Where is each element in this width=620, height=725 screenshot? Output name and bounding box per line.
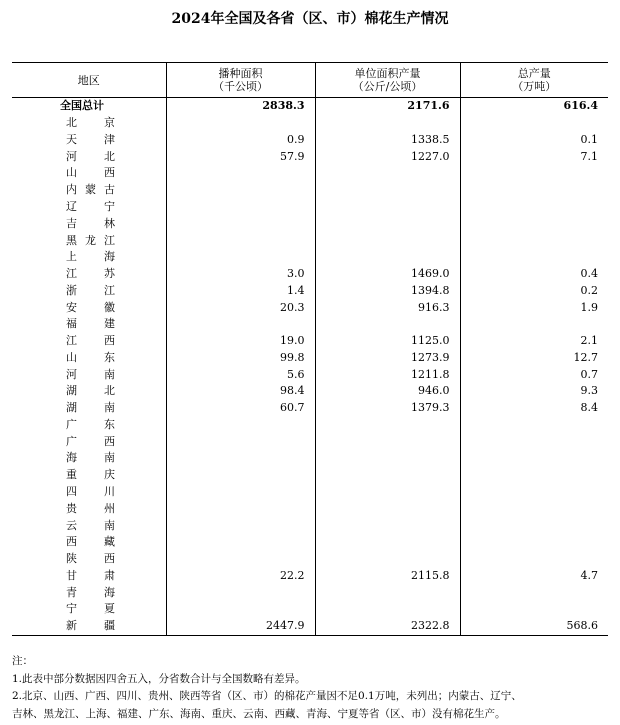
total-output-cell: 2.1 xyxy=(460,333,608,350)
region-cell: 河北 xyxy=(66,149,115,163)
table-row xyxy=(12,417,608,434)
total-output-cell xyxy=(460,215,608,232)
sown-area-cell: 2838.3 xyxy=(166,98,315,115)
table-row xyxy=(12,115,608,132)
yield-cell: 2171.6 xyxy=(315,98,460,115)
region-cell: 内蒙古 xyxy=(66,183,115,197)
sown-area-cell xyxy=(166,232,315,249)
header-region: 地区 xyxy=(12,63,166,98)
sown-area-cell: 1.4 xyxy=(166,282,315,299)
total-output-cell xyxy=(460,601,608,618)
table-row xyxy=(12,366,608,383)
region-cell: 上海 xyxy=(66,250,115,264)
region-cell: 安徽 xyxy=(66,300,115,314)
total-output-cell xyxy=(460,433,608,450)
yield-cell xyxy=(315,232,460,249)
table-row xyxy=(12,601,608,618)
table-row xyxy=(12,567,608,584)
table-row xyxy=(12,484,608,501)
table-row xyxy=(12,132,608,149)
yield-cell xyxy=(315,165,460,182)
sown-area-cell xyxy=(166,484,315,501)
sown-area-cell xyxy=(166,500,315,517)
region-cell: 北京 xyxy=(66,116,115,130)
region-cell: 天津 xyxy=(66,132,115,146)
table-row xyxy=(12,534,608,551)
total-output-cell: 9.3 xyxy=(460,383,608,400)
table-row xyxy=(12,316,608,333)
total-output-cell: 0.2 xyxy=(460,282,608,299)
region-cell: 吉林 xyxy=(66,216,115,230)
table-row xyxy=(12,249,608,266)
sown-area-cell xyxy=(166,517,315,534)
table-row xyxy=(12,383,608,400)
sown-area-cell: 99.8 xyxy=(166,349,315,366)
page-title: 2024年全国及各省（区、市）棉花生产情况 xyxy=(171,11,449,27)
region-cell: 黑龙江 xyxy=(66,233,115,247)
table-row xyxy=(12,517,608,534)
sown-area-cell xyxy=(166,115,315,132)
yield-cell xyxy=(315,601,460,618)
table-row xyxy=(12,400,608,417)
total-output-cell xyxy=(460,316,608,333)
sown-area-cell xyxy=(166,165,315,182)
table-row xyxy=(12,299,608,316)
total-output-cell xyxy=(460,249,608,266)
total-output-cell: 0.4 xyxy=(460,266,608,283)
yield-cell: 1338.5 xyxy=(315,132,460,149)
yield-cell xyxy=(315,450,460,467)
region-cell: 海南 xyxy=(66,451,115,465)
region-cell: 全国总计 xyxy=(60,99,104,113)
total-output-cell: 568.6 xyxy=(460,618,608,635)
yield-cell xyxy=(315,316,460,333)
sown-area-cell: 20.3 xyxy=(166,299,315,316)
total-output-cell xyxy=(460,584,608,601)
yield-cell: 946.0 xyxy=(315,383,460,400)
total-output-cell xyxy=(460,517,608,534)
yield-cell: 2322.8 xyxy=(315,618,460,635)
footnote-label: 注： xyxy=(12,655,33,667)
yield-cell xyxy=(315,433,460,450)
total-output-cell: 1.9 xyxy=(460,299,608,316)
total-output-cell: 0.1 xyxy=(460,132,608,149)
total-output-cell: 616.4 xyxy=(460,98,608,115)
yield-cell xyxy=(315,199,460,216)
region-cell: 江苏 xyxy=(66,267,115,281)
region-cell: 山东 xyxy=(66,350,115,364)
footnote-1: 1.此表中部分数据因四舍五入，分省数合计与全国数略有差异。 xyxy=(12,672,306,685)
yield-cell: 1211.8 xyxy=(315,366,460,383)
table-row xyxy=(12,215,608,232)
table-header-row xyxy=(12,63,608,98)
yield-cell: 1125.0 xyxy=(315,333,460,350)
sown-area-cell xyxy=(166,450,315,467)
table-row xyxy=(12,182,608,199)
yield-cell xyxy=(315,215,460,232)
header-total-output: 总产量 （万吨） xyxy=(460,63,608,98)
region-cell: 湖南 xyxy=(66,401,115,415)
sown-area-cell xyxy=(166,417,315,434)
total-output-cell xyxy=(460,417,608,434)
table-row xyxy=(12,232,608,249)
total-output-cell xyxy=(460,165,608,182)
footnotes xyxy=(12,653,612,723)
sown-area-cell xyxy=(166,182,315,199)
sown-area-cell xyxy=(166,584,315,601)
region-cell: 宁夏 xyxy=(66,602,115,616)
region-cell: 福建 xyxy=(66,317,115,331)
sown-area-cell: 98.4 xyxy=(166,383,315,400)
region-cell: 江西 xyxy=(66,334,115,348)
sown-area-cell xyxy=(166,316,315,333)
sown-area-cell xyxy=(166,215,315,232)
total-output-cell xyxy=(460,500,608,517)
total-output-cell xyxy=(460,551,608,568)
sown-area-cell xyxy=(166,249,315,266)
table-row xyxy=(12,551,608,568)
table-row xyxy=(12,618,608,635)
yield-cell xyxy=(315,417,460,434)
table-row xyxy=(12,282,608,299)
table-row xyxy=(12,500,608,517)
yield-cell: 2115.8 xyxy=(315,567,460,584)
yield-cell xyxy=(315,182,460,199)
yield-cell: 1227.0 xyxy=(315,148,460,165)
region-cell: 浙江 xyxy=(66,283,115,297)
region-cell: 陕西 xyxy=(66,552,115,566)
yield-cell xyxy=(315,500,460,517)
sown-area-cell xyxy=(166,467,315,484)
footnote-2: 2.北京、山西、广西、四川、贵州、陕西等省（区、市）的棉花产量因不足0.1万吨，未列出；内蒙古、辽宁、 xyxy=(12,690,522,702)
region-cell: 广东 xyxy=(66,417,115,431)
yield-cell xyxy=(315,467,460,484)
total-output-cell xyxy=(460,115,608,132)
yield-cell: 1469.0 xyxy=(315,266,460,283)
sown-area-cell xyxy=(166,534,315,551)
region-cell: 湖北 xyxy=(66,384,115,398)
region-cell: 广西 xyxy=(66,434,115,448)
yield-cell xyxy=(315,534,460,551)
yield-cell: 1379.3 xyxy=(315,400,460,417)
yield-cell: 1273.9 xyxy=(315,349,460,366)
sown-area-cell: 3.0 xyxy=(166,266,315,283)
region-cell: 新疆 xyxy=(66,619,115,633)
sown-area-cell: 60.7 xyxy=(166,400,315,417)
table-row-national-total xyxy=(12,98,608,115)
yield-cell xyxy=(315,584,460,601)
total-output-cell: 0.7 xyxy=(460,366,608,383)
table-row xyxy=(12,450,608,467)
yield-cell xyxy=(315,249,460,266)
sown-area-cell: 2447.9 xyxy=(166,618,315,635)
region-cell: 山西 xyxy=(66,166,115,180)
sown-area-cell xyxy=(166,433,315,450)
total-output-cell xyxy=(460,484,608,501)
sown-area-cell: 19.0 xyxy=(166,333,315,350)
table-row xyxy=(12,433,608,450)
sown-area-cell: 5.6 xyxy=(166,366,315,383)
sown-area-cell: 22.2 xyxy=(166,567,315,584)
region-cell: 河南 xyxy=(66,367,115,381)
total-output-cell xyxy=(460,199,608,216)
sown-area-cell xyxy=(166,601,315,618)
yield-cell: 916.3 xyxy=(315,299,460,316)
total-output-cell: 7.1 xyxy=(460,148,608,165)
sown-area-cell xyxy=(166,199,315,216)
total-output-cell xyxy=(460,182,608,199)
yield-cell xyxy=(315,551,460,568)
region-cell: 辽宁 xyxy=(66,199,115,213)
total-output-cell: 8.4 xyxy=(460,400,608,417)
region-cell: 青海 xyxy=(66,585,115,599)
sown-area-cell: 57.9 xyxy=(166,148,315,165)
total-output-cell xyxy=(460,467,608,484)
region-cell: 西藏 xyxy=(66,535,115,549)
region-cell: 贵州 xyxy=(66,501,115,515)
yield-cell xyxy=(315,484,460,501)
sown-area-cell: 0.9 xyxy=(166,132,315,149)
table-row xyxy=(12,349,608,366)
sown-area-cell xyxy=(166,551,315,568)
region-cell: 云南 xyxy=(66,518,115,532)
table-row xyxy=(12,333,608,350)
header-yield-per-unit: 单位面积产量 （公斤/公顷） xyxy=(315,63,460,98)
table-row xyxy=(12,199,608,216)
region-cell: 甘肃 xyxy=(66,568,115,582)
region-cell: 重庆 xyxy=(66,468,115,482)
table-row xyxy=(12,148,608,165)
total-output-cell xyxy=(460,450,608,467)
table-row xyxy=(12,584,608,601)
total-output-cell: 4.7 xyxy=(460,567,608,584)
table-row xyxy=(12,266,608,283)
table-row xyxy=(12,165,608,182)
total-output-cell: 12.7 xyxy=(460,349,608,366)
region-cell: 四川 xyxy=(66,484,115,498)
total-output-cell xyxy=(460,232,608,249)
cotton-production-table xyxy=(12,62,608,636)
total-output-cell xyxy=(460,534,608,551)
footnote-3: 吉林、黑龙江、上海、福建、广东、海南、重庆、云南、西藏、青海、宁夏等省（区、市）没有棉花生产。 xyxy=(12,707,506,720)
table-row xyxy=(12,467,608,484)
yield-cell xyxy=(315,517,460,534)
yield-cell xyxy=(315,115,460,132)
header-sown-area: 播种面积 （千公顷） xyxy=(166,63,315,98)
yield-cell: 1394.8 xyxy=(315,282,460,299)
